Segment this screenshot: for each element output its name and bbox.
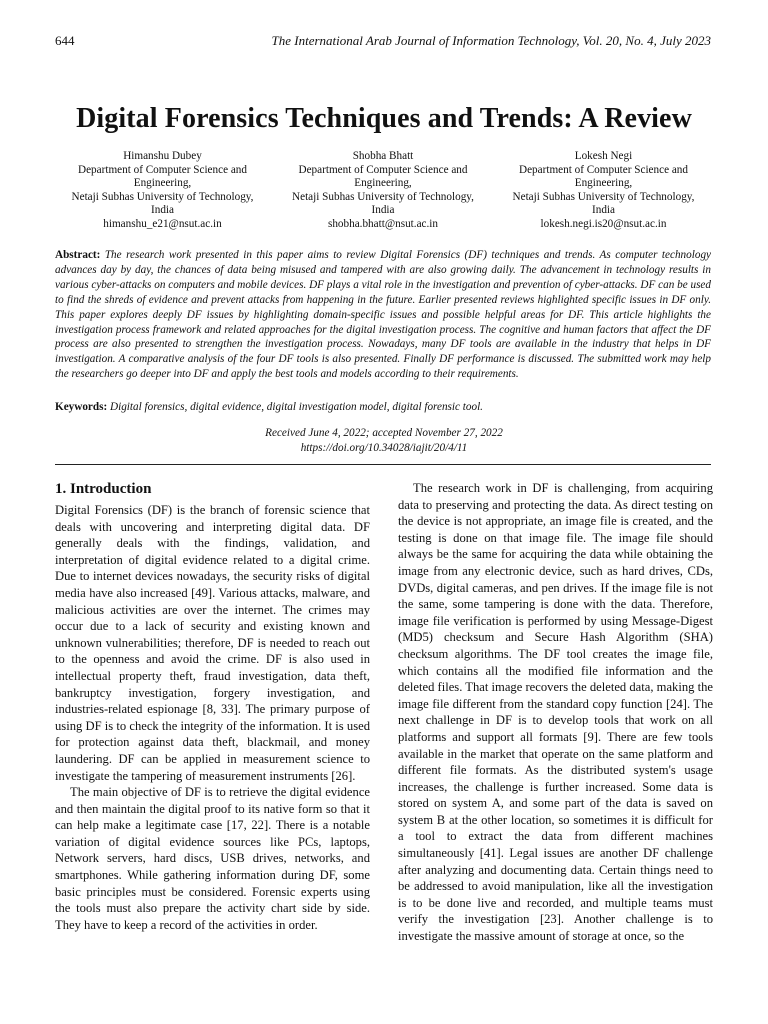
- author-block: [496, 150, 711, 232]
- author-email: lokesh.negi.is20@nsut.ac.in: [540, 217, 667, 230]
- publication-dates: [0, 426, 768, 456]
- paragraph: The research work in DF is challenging, from acquiring data to preserving and protecting the data. As direct testing on the device is not appropriate, an image file is created, and the testing is done on that image file. The image file should always be the same for acquiring the data while obtaining the image from any electronic device, such as hard drives, CDs, DVDs, digital cameras, and pen drives. If the image file is not the same, some tampering is done with the data. Therefore, image file verification is performed by using Message-Digest (MD5) checksum and Secure Hash Algorithm (SHA) checksum algorithms. The DF tool creates the image file, which contains all the modified file information and the deleted files. That image recovers the deleted data, making the image file different from the standard copy function [24]. The next challenge in DF is to develop tools that work on all platforms and support all formats [9]. There are few tools available in the market that operate on the same platform and different file formats. As the distributed system's usage increases, the challenge is further increased. Some data is stored on system A, and some part of the data is saved on system B at the other location, so sometimes it is difficult for a tool to extract the data from different machines simultaneously [41]. Legal issues are another DF challenge after analyzing and documenting data. Certain things need to be addressed to avoid manipulation, like all the investigation is to be done live and recorded, and multiple teams must verify the investigation [23]. Another challenge is to investigate the massive amount of storage at once, so the: [398, 481, 713, 944]
- author-email: shobha.bhatt@nsut.ac.in: [327, 217, 439, 230]
- received-accepted: Received June 4, 2022; accepted November 27, 2022: [265, 427, 503, 439]
- paragraph: Digital Forensics (DF) is the branch of forensic science that deals with uncovering and interpreting digital data. DF generally deals with the findings, validation, and interpretation of digital evidence related to a digital crime. Due to internet devices nowadays, the security risks of digital media have also increased [49]. Various attacks, malware, and malicious activities are over the internet. The crimes may occur due to a lack of security and existing known and unknown vulnerabilities; therefore, DF is needed to reach out to the openness and avoid the crime. DF is also used in intellectual property theft, fraud investigation, data theft, bankruptcy investigation, forgery investigation, and industries-related espionage [8, 33]. The primary purpose of using DF is to check the integrity of the information. It is used for protection against data theft, blackmail, and money laundering. DF can be applied in measurement science to investigate the tampering of measurement instruments [26].: [55, 503, 370, 783]
- page-number: 644: [55, 33, 75, 48]
- author-university: Netaji Subhas University of Technology,: [512, 190, 695, 203]
- header-divider: [55, 464, 711, 465]
- keywords: [55, 401, 711, 413]
- author-country: India: [151, 204, 174, 217]
- abstract: [55, 248, 711, 382]
- author-name: Shobha Bhatt: [352, 150, 414, 162]
- section-heading: 1. Introduction: [55, 481, 152, 497]
- author-university: Netaji Subhas University of Technology,: [71, 190, 254, 203]
- author-department: Department of Computer Science and Engineering,: [298, 163, 468, 190]
- author-department: Department of Computer Science and Engineering,: [78, 163, 247, 190]
- keywords-label: Keywords:: [55, 401, 108, 413]
- abstract-label: Abstract:: [55, 249, 101, 261]
- author-department: Department of Computer Science and Engineering,: [519, 163, 688, 190]
- paragraph: The main objective of DF is to retrieve the digital evidence and then maintain the digital proof to its native form so that it can help make a legitimate case [17, 22]. There is a notable variation of digital evidence sources like PCs, laptops, Network servers, hard discs, USB drives, networks, and smartphones. While gathering information during DF, some basic principles must be considered. Forensic experts using the tools must also prepare the activity chart side by side. They have to keep a record of the activities in order.: [55, 785, 370, 932]
- author-name: Himanshu Dubey: [123, 150, 202, 162]
- author-university: Netaji Subhas University of Technology,: [292, 190, 474, 203]
- author-block: [55, 150, 270, 232]
- author-name: Lokesh Negi: [574, 150, 633, 162]
- left-column: [55, 480, 370, 933]
- keywords-text: Digital forensics, digital evidence, digital investigation model, digital forensic tool.: [110, 401, 483, 413]
- paper-title: Digital Forensics Techniques and Trends: A Review: [76, 103, 692, 134]
- author-country: India: [371, 204, 395, 217]
- author-country: India: [592, 204, 615, 217]
- author-email: himanshu_e21@nsut.ac.in: [103, 217, 222, 230]
- journal-header: The International Arab Journal of Information Technology, Vol. 20, No. 4, July 2023: [271, 33, 711, 48]
- right-column: [398, 480, 713, 945]
- author-list: [55, 150, 711, 232]
- doi-link[interactable]: https://doi.org/10.34028/iajit/20/4/11: [300, 442, 468, 454]
- abstract-text: The research work presented in this paper aims to review Digital Forensics (DF) techniques and trends. As computer technology advances day by day, the chances of data being misused and tampered with are also growing daily. The advancement in technology results in various cyber-attacks on computers and mobile devices. DF plays a vital role in the investigation and prevention of cyber-attacks. DF can be used to find the shreds of evidence and prevent attacks from happening in the future. Earlier presented reviews highlighted specific issues in DF only. This paper explores deeply DF issues by highlighting domain-specific issues and possible helpful areas for DF. This article highlights the investigation process framework and related approaches for the digital investigation process. The cognitive and human factors that affect the DF process are also presented to strengthen the investigation process. Nowadays, many DF tools are available in the industry that helps in DF investigation. A comparative analysis of the four DF tools is also presented. Finally DF performance is discussed. The submitted work may help the researchers go deeper into DF and apply the best tools and models according to their requirements.: [55, 249, 711, 381]
- author-block: [276, 150, 491, 232]
